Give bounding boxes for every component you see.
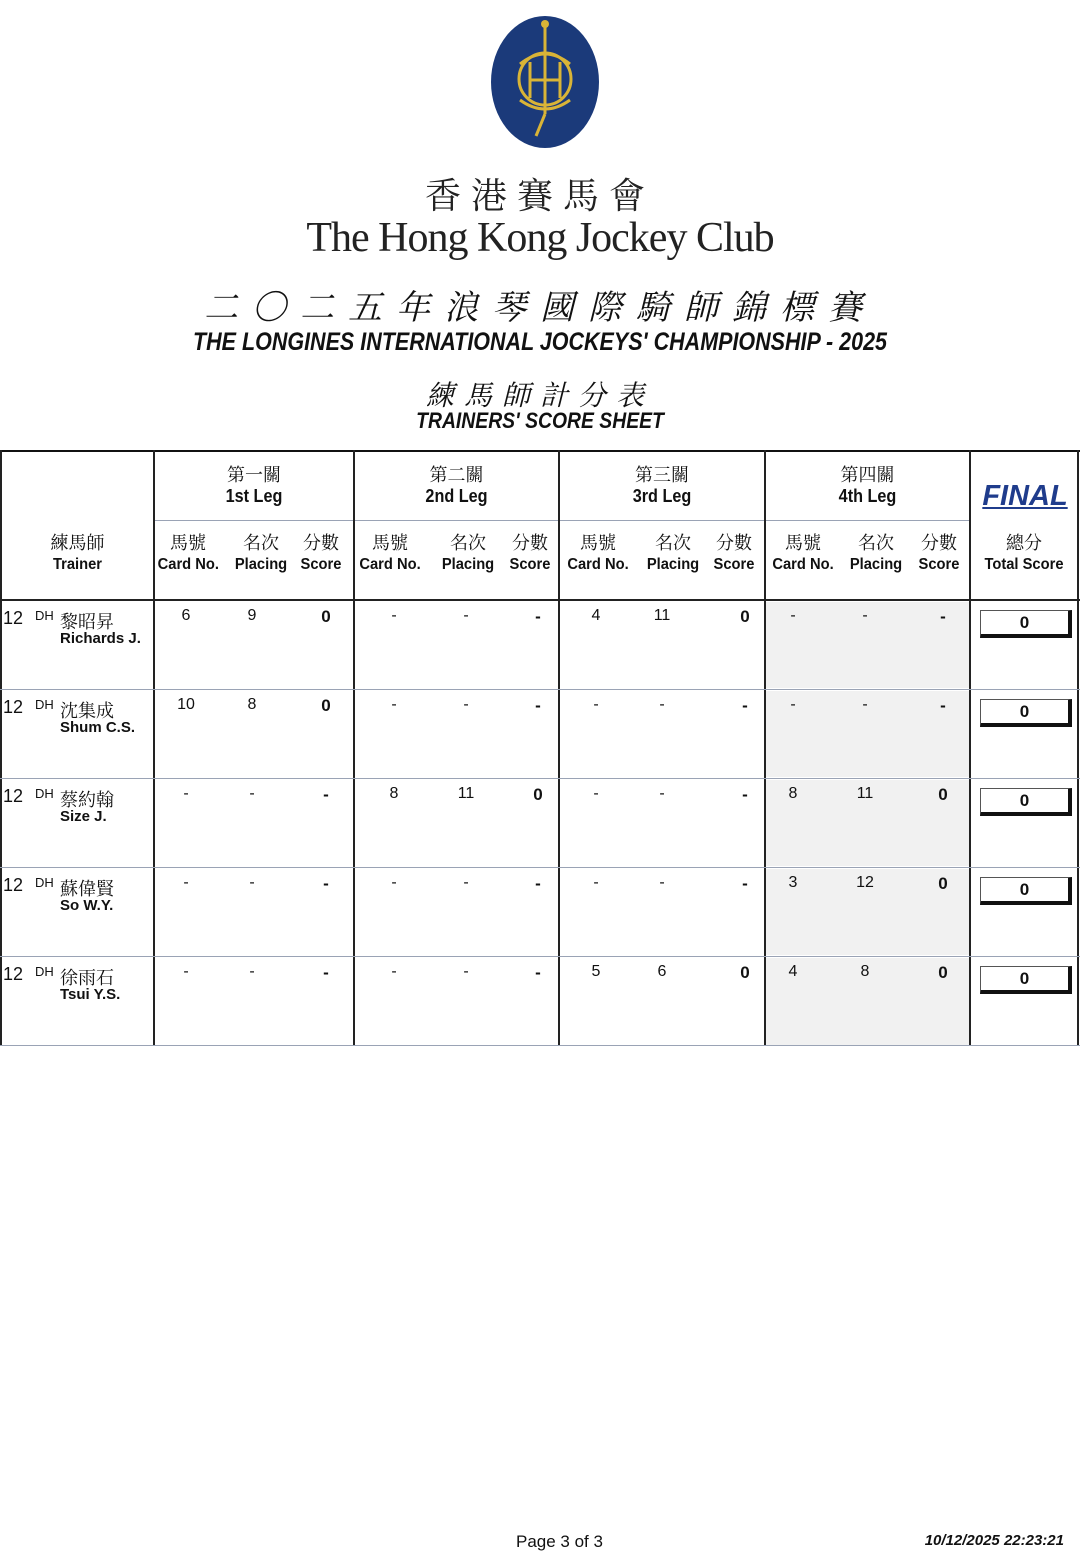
total-score-box: 0 [980,610,1072,638]
leg-4-card-no: - [790,696,796,713]
leg-4-heading [766,465,969,507]
col-placing [226,533,296,575]
leg-2-score: 0 [533,785,543,804]
leg-4-placing: - [862,696,868,713]
leg-2-card-no: 8 [389,785,399,802]
sheet-title-en: TRAINERS' SCORE SHEET [416,408,664,433]
leg-3-card-no: 5 [591,963,601,980]
leg-3-placing: - [659,696,665,713]
club-name-en: The Hong Kong Jockey Club [306,215,774,261]
leg-4-placing: 12 [856,874,874,891]
leg-1-heading [155,465,353,507]
total-score-box: 0 [980,699,1072,727]
leg-4-card-no: 3 [788,874,798,891]
trainer-number: 12 [3,875,24,895]
leg-4-placing: 8 [860,963,870,980]
total-score-box: 0 [980,788,1072,816]
leg-3-placing: - [659,785,665,802]
leg-3-score: - [742,696,748,715]
col-score [505,533,555,575]
leg-2-placing: - [463,607,469,624]
dead-heat-marker: DH [35,964,54,979]
leg-separator [355,520,558,521]
leg-1-score: - [323,963,329,982]
row-separator [0,956,1080,957]
leg-3-placing: 6 [657,963,667,980]
col-score-cn: 分數 [303,533,339,553]
trainer-name-en: Shum C.S. [60,719,136,736]
table-bottom-border [0,1045,1080,1046]
leg-4-card-no: 4 [788,963,798,980]
leg-1-score: - [323,874,329,893]
event-title-en: THE LONGINES INTERNATIONAL JOCKEYS' CHAMPIONSHIP - 2025 [192,328,887,356]
trainer-number: 12 [3,964,24,984]
leg-3-placing: 11 [653,607,671,624]
leg-3-placing: - [659,874,665,891]
leg-1-placing: - [249,874,255,891]
leg-4-score: - [940,607,946,626]
col-card-no [155,533,221,575]
final-label: FINAL [982,480,1068,512]
row-separator [0,867,1080,868]
col-score [914,533,964,575]
leg-2-score: - [535,874,541,893]
leg-1-card-no: - [183,963,189,980]
page-indicator: Page 3 of 3 [516,1532,603,1551]
col-placing-en: Placing [441,556,495,573]
leg-1-cn: 第一關 [227,465,281,485]
col-card-no [563,533,633,575]
leg-1-score: 0 [321,607,331,626]
leg-1-card-no: - [183,785,189,802]
col-trainer-cn: 練馬師 [50,533,105,553]
leg-1-score: - [323,785,329,804]
dead-heat-marker: DH [35,786,54,801]
col-placing-cn: 名次 [243,533,279,553]
col-card-cn: 馬號 [170,533,206,553]
leg-3-card-no: - [593,696,599,713]
print-timestamp: 10/12/2025 22:23:21 [924,1532,1064,1549]
col-placing [638,533,708,575]
col-card-no [768,533,838,575]
trainer-name-en: Tsui Y.S. [60,986,121,1003]
row-separator [0,778,1080,779]
col-card-en: Card No. [772,556,834,573]
col-placing [433,533,503,575]
leg-4-score: 0 [938,785,948,804]
col-card-no [356,533,424,575]
col-score-cn: 分數 [921,533,957,553]
trainer-name-en: So W.Y. [60,897,114,914]
col-total-score [972,533,1076,575]
col-card-cn: 馬號 [372,533,408,553]
leg-4-score: 0 [938,963,948,982]
leg-3-card-no: - [593,874,599,891]
leg-2-score: - [535,696,541,715]
col-placing-cn: 名次 [655,533,691,553]
header-bottom-border [0,599,1080,601]
col-score-en: Score [509,556,551,573]
trainer-number: 12 [3,608,24,628]
trainer-name-cn: 沈集成 [60,701,114,721]
trainer-name-en: Size J. [60,808,107,825]
leg-1-card-no: 10 [177,696,195,713]
leg-3-score: 0 [740,963,750,982]
leg-3-score: - [742,785,748,804]
col-placing-cn: 名次 [858,533,894,553]
leg-separator [560,520,764,521]
leg-4-en: 4th Leg [838,486,897,506]
dead-heat-marker: DH [35,608,54,623]
leg-1-placing: 8 [247,696,257,713]
leg-separator [766,520,969,521]
leg-4-card-no: - [790,607,796,624]
table-top-border [0,450,1080,452]
col-placing-cn: 名次 [450,533,486,553]
col-score-cn: 分數 [512,533,548,553]
col-placing-en: Placing [849,556,903,573]
leg-3-score: - [742,874,748,893]
leg-separator [155,520,353,521]
col-total-en: Total Score [984,556,1064,573]
col-score-en: Score [918,556,960,573]
leg-4-score: 0 [938,874,948,893]
col-placing-en: Placing [234,556,288,573]
leg-4-placing: 11 [856,785,874,802]
leg-2-card-no: - [391,874,397,891]
leg-3-heading [560,465,764,507]
trainer-name-cn: 蔡約翰 [60,790,114,810]
leg-4-placing: - [862,607,868,624]
leg-2-placing: - [463,696,469,713]
sheet-title-cn: 練馬師計分表 [425,380,654,411]
leg-2-heading [355,465,558,507]
col-card-en: Card No. [567,556,629,573]
leg-1-placing: 9 [247,607,257,624]
col-total-cn: 總分 [1006,533,1042,553]
leg-3-score: 0 [740,607,750,626]
leg-1-en: 1st Leg [225,486,283,506]
col-placing-en: Placing [646,556,700,573]
club-name-cn: 香港賽馬會 [424,176,655,217]
col-trainer-en: Trainer [52,556,103,573]
leg-2-card-no: - [391,963,397,980]
leg-2-score: - [535,963,541,982]
col-score [709,533,759,575]
col-placing [841,533,911,575]
leg-2-placing: - [463,963,469,980]
hkjc-logo [490,14,600,150]
trainer-name-cn: 蘇偉賢 [60,879,114,899]
leg-1-placing: - [249,785,255,802]
total-score-box: 0 [980,877,1072,905]
leg-3-en: 3rd Leg [632,486,692,506]
leg-2-cn: 第二關 [429,465,484,485]
leg-2-card-no: - [391,607,397,624]
total-score-box: 0 [980,966,1072,994]
trainer-number: 12 [3,697,24,717]
leg-2-en: 2nd Leg [425,486,488,506]
leg-3-card-no: 4 [591,607,601,624]
event-title-cn: 二〇二五年浪琴國際騎師錦標賽 [204,289,876,327]
leg-1-card-no: 6 [181,607,191,624]
leg-3-card-no: - [593,785,599,802]
col-card-cn: 馬號 [785,533,821,553]
leg-4-score: - [940,696,946,715]
trainer-name-cn: 徐雨石 [60,968,114,988]
col-card-cn: 馬號 [580,533,616,553]
leg-2-placing: - [463,874,469,891]
leg-2-placing: 11 [457,785,475,802]
leg-1-score: 0 [321,696,331,715]
col-card-en: Card No. [359,556,421,573]
leg-4-cn: 第四關 [840,465,895,485]
dead-heat-marker: DH [35,875,54,890]
col-card-en: Card No. [157,556,219,573]
leg-1-card-no: - [183,874,189,891]
trainer-name-en: Richards J. [60,630,141,647]
col-score-cn: 分數 [716,533,752,553]
leg-4-card-no: 8 [788,785,798,802]
leg-2-card-no: - [391,696,397,713]
col-score [296,533,346,575]
trainer-name-cn: 黎昭昇 [60,612,114,632]
leg-1-placing: - [249,963,255,980]
leg-3-cn: 第三關 [635,465,689,485]
col-score-en: Score [300,556,342,573]
col-trainer [2,533,153,575]
leg-2-score: - [535,607,541,626]
row-separator [0,689,1080,690]
col-score-en: Score [713,556,755,573]
trainer-number: 12 [3,786,24,806]
dead-heat-marker: DH [35,697,54,712]
